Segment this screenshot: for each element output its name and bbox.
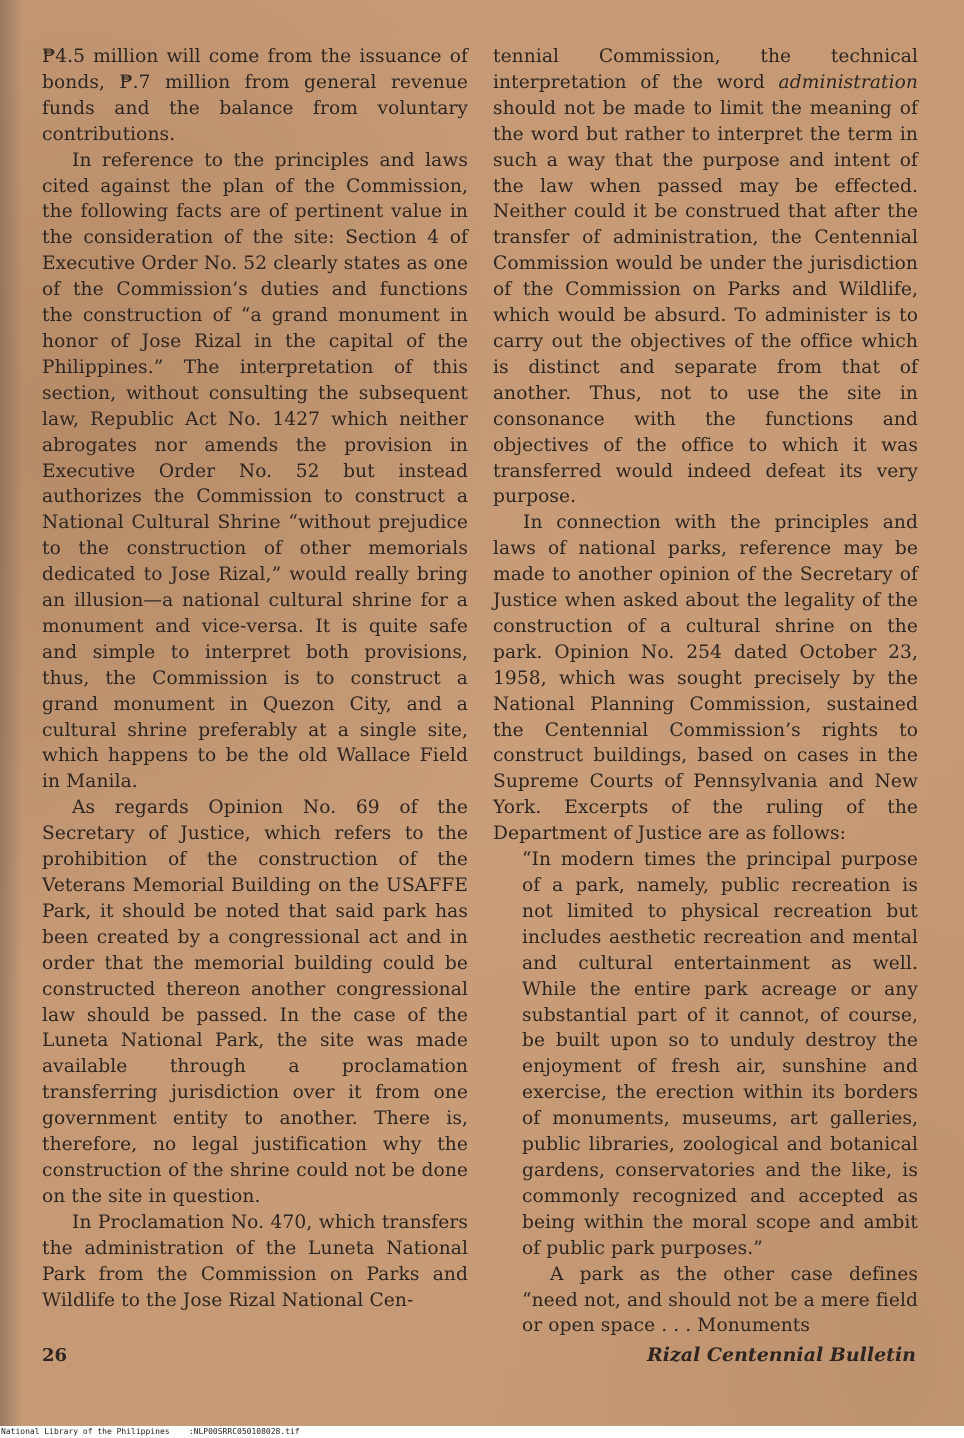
right-paragraph-1 [493,44,918,510]
left-paragraph-1: ₱4.5 million will come from the issuance of bonds, ₱.7 million from general revenue funds and the balance from voluntary contributions. [42,46,468,145]
running-footer-title: Rizal Centennial Bulletin [646,1344,916,1366]
left-column [42,44,468,1313]
left-paragraph-3: As regards Opinion No. 69 of the Secretary of Justice, which refers to the prohibition of the construction of the Veterans Memorial Building on the USAFFE Park, it should be noted that said park has been created by a congressional act and in order that the memorial building could be constructed thereon another congressional law should be passed. In the case of the Luneta National Park, the site was made available through a proclamation transferring jurisdiction over it from one government entity to another. There is, therefore, no legal justification why the construction of the shrine could not be done on the site in question. [42,797,468,1207]
right-paragraph-1-end: should not be made to limit the meaning of the word but rather to interpret the term in such a way that the purpose and intent of the law when passed may be effected. Neither could it be construed that after the transfer of administration, the Centennial Commission would be under the jurisdiction of the Commission on Parks and Wildlife, which would be absurd. To administer is to carry out the objectives of the office which is distinct and separate from that of another. Thus, not to use the site in consonance with the functions and objectives of the office to which it was transferred would indeed defeat its very purpose. [493,97,918,508]
ruling-quote: “In modern times the principal purpose of a park, namely, public recreation is not limited to physical recreation but includes aesthetic recreation and mental and cultural entertainment as well. While the entire park acreage or any substantial part of it cannot, of course, be built upon so to unduly destroy the enjoyment of fresh air, sunshine and exercise, the erection within its borders of monuments, museums, art galleries, public libraries, zoological and botanical gardens, conservatories and the like, is commonly recognized and accepted as being within the moral scope and ambit of public park purposes.” [522,849,918,1259]
left-paragraph-4: In Proclamation No. 470, which transfers the administration of the Luneta National Park from the Commission on Parks and Wildlife to the Jose Rizal National Cen- [42,1211,468,1311]
left-paragraph-2: In reference to the principles and laws cited against the plan of the Commission, the following facts are of pertinent value in the consideration of the site: Section 4 of Executive Order No. 52 clearly states as one of the Commission’s duties and functions the construction of “a grand monument in honor of Jose Rizal in the capital of the Philippines.” The interpretation of this section, without consulting the subsequent law, Republic Act No. 1427 which neither abrogates nor amends the provision in Executive Order No. 52 but instead authorizes the Commission to construct a National Cultural Shrine “without prejudice to the construction of other memorials dedicated to Jose Rizal,” would really bring an illusion—a national cultural shrine for a monument and vice-versa. It is quite safe and simple to interpret both provisions, thus, the Commission is to construct a grand monument in Quezon City, and a cultural shrine preferably at a single site, which happens to be the old Wallace Field in Manila. [42,149,468,793]
emphasized-term: administration [778,71,918,93]
right-paragraph-2: In connection with the principles and laws of national parks, reference may be made to another opinion of the Secretary of Justice when asked about the legality of the construction of a cultural shrine on the park. Opinion No. 254 dated October 23, 1958, which was sought precisely by the National Planning Commission, sustained the Centennial Commission’s rights to construct buildings, based on cases in the Supreme Courts of Pennsylvania and New York. Excerpts of the ruling of the Department of Justice are as follows: [493,512,918,845]
right-paragraph-1-start: tennial Commission, the technical interpretation of the word [493,46,918,93]
right-column [493,44,918,1339]
right-paragraph-3: A park as the other case defines “need not, and should not be a mere field or open space . . . Monuments [522,1263,918,1337]
page-number: 26 [42,1345,68,1366]
scan-caption: National Library of the Philippines :NLP00SRRC050108028.tif [0,1426,964,1438]
page-edge-shadow [0,0,22,1426]
